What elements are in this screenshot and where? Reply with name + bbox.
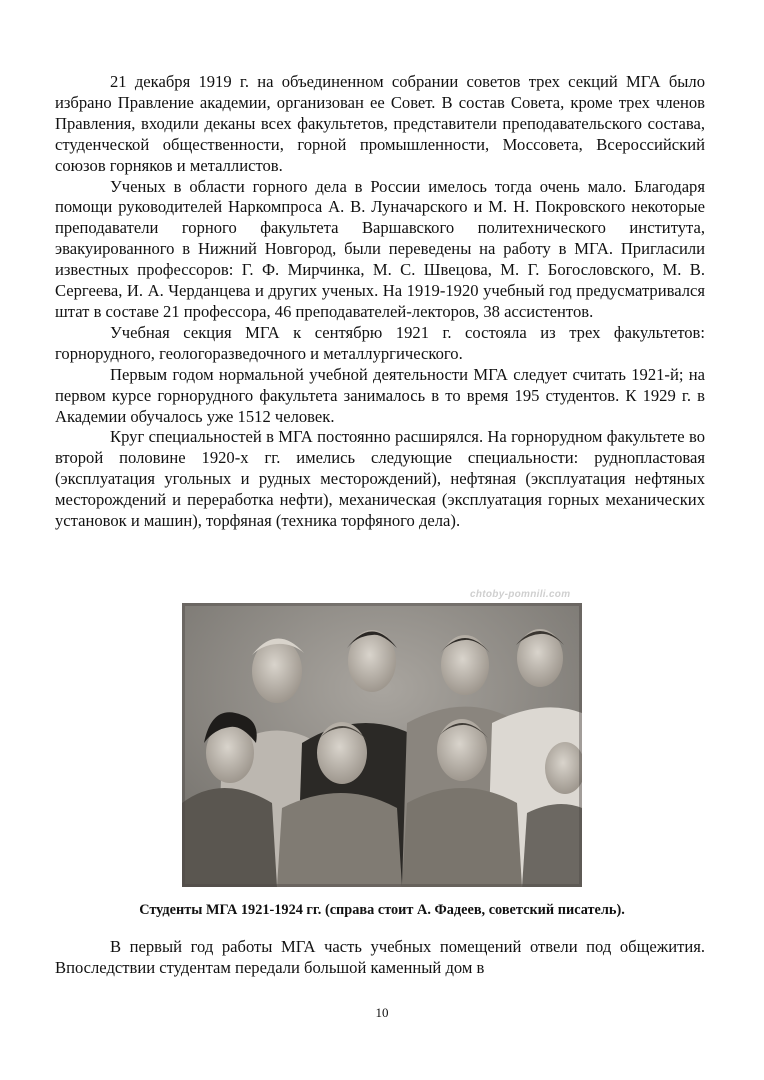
photo-illustration <box>182 603 582 887</box>
paragraph: Учебная секция МГА к сентябрю 1921 г. состояла из трех факультетов: горнорудного, геологоразведочного и металлургического. <box>55 322 705 363</box>
paragraph: Первым годом нормальной учебной деятельности МГА следует считать 1921-й; на первом курсе горнорудного факультета занималось в то время 195 студентов. К 1929 г. в Академии обучалось уже 1512 человек. <box>55 364 705 426</box>
students-photo <box>182 603 582 887</box>
paragraph: Ученых в области горного дела в России имелось тогда очень мало. Благодаря помощи руководителей Наркомпроса А. В. Луначарского и М. Н. Покровского некоторые преподаватели горного факультета Варшавского политехнического института, эвакуированного в Нижний Новгород, были переведены на работу в МГА. Пригласили известных профессоров: Г. Ф. Мирчинка, М. С. Швецова, М. Г. Богословского, М. В. Сергеева, И. А. Черданцева и других ученых. На 1919-1920 учебный год предусматривался штат в составе 21 профессора, 46 преподавателей-лекторов, 38 ассистентов. <box>55 176 705 321</box>
photo-caption: Студенты МГА 1921-1924 гг. (справа стоит А. Фадеев, советский писатель). <box>139 902 625 918</box>
paragraph: В первый год работы МГА часть учебных помещений отвели под общежития. Впоследствии студентам передали большой каменный дом в <box>55 937 705 977</box>
page-number: 10 <box>375 1005 389 1020</box>
paragraph: Круг специальностей в МГА постоянно расширялся. На горнорудном факультете во второй половине 1920-х гг. имелись следующие специальности: руднопластовая (эксплуатация угольных и рудных месторождений), нефтяная (эксплуатация нефтяных месторождений и переработка нефти), механическая (эксплуатация горных механических установок и машин), торфяная (техника торфяного дела). <box>55 427 705 531</box>
paragraph: 21 декабря 1919 г. на объединенном собрании советов трех секций МГА было избрано Правление академии, организован ее Совет. В состав Совета, кроме трех членов Правления, входили деканы всех факультетов, представители преподавательского состава, студенческой общественности, горной промышленности, Моссовета, Всероссийский союзов горняков и металлистов. <box>55 72 705 175</box>
body-text-top <box>55 72 705 532</box>
body-text-bottom <box>55 937 705 979</box>
photo-watermark: chtoby-pomnili.com <box>470 589 571 600</box>
